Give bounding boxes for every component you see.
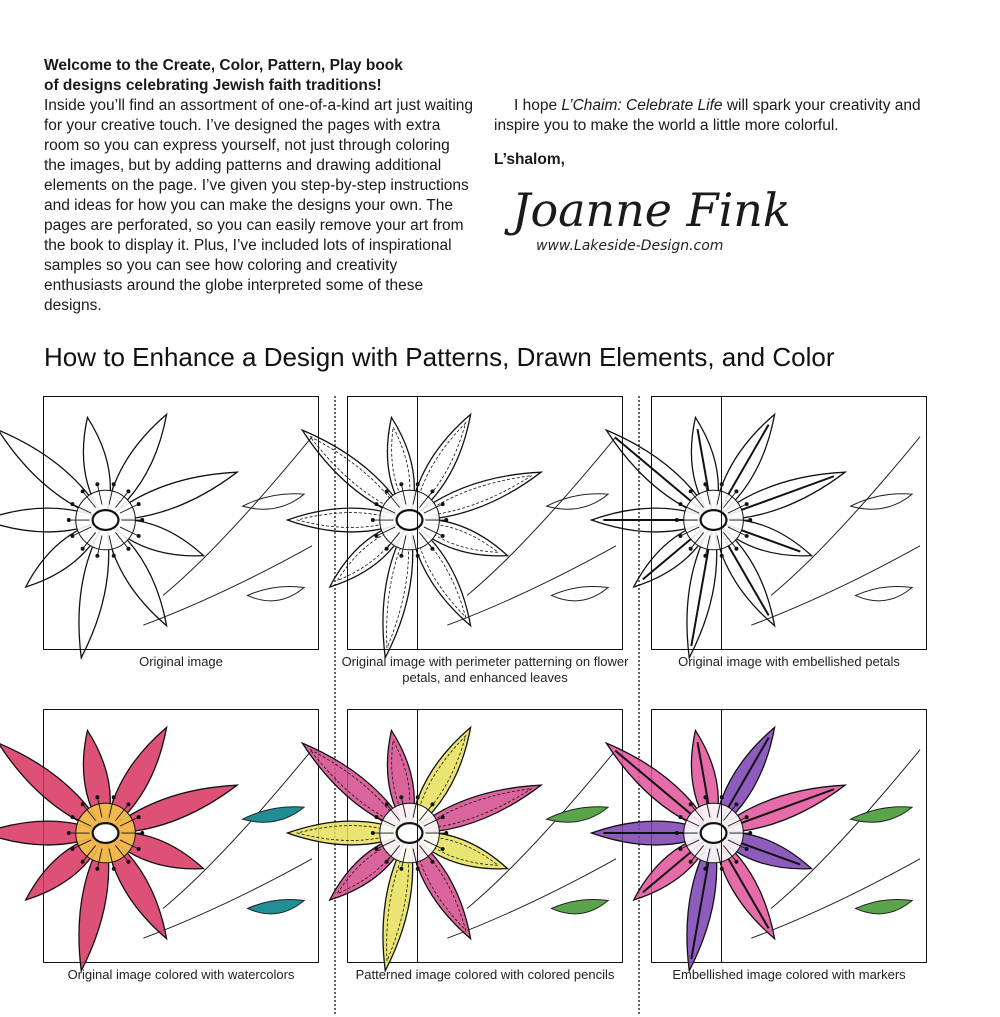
flower-illustration [652,397,926,649]
closing-paragraph [494,96,964,136]
panel-original [43,396,319,650]
caption-watercolor: Original image colored with watercolors [67,967,295,982]
signoff: L’shalom, [494,151,565,168]
panel-embellished [651,396,927,650]
column-divider [638,396,640,1014]
flower-illustration [348,710,622,962]
caption-original: Original image [139,654,223,669]
section-heading: How to Enhance a Design with Patterns, Drawn Elements, and Color [44,342,835,372]
closing-text [494,96,964,170]
closing-before-title: I hope [514,97,562,114]
intro-bold-line-1: Welcome to the Create, Color, Pattern, Play book [44,57,403,74]
intro-text [44,56,474,316]
flower-illustration [348,397,622,649]
panel-watercolor [43,709,319,963]
flower-illustration [44,397,318,649]
intro-body: Inside you’ll find an assortment of one-of-a-kind art just waiting for your creative touch. I’ve designed the pages with extra room so you can express yourself, not just through coloring the images, but by adding patterns and drawing additional elements on the page. I’ve given you step-by-step instructions and ideas for how you can make the designs your own. The pages are perforated, so you can easily remove your art from the book to display it. Plus, I’ve included lots of inspirational samples so you can see how coloring and creativity enthusiasts around the globe interpreted some of these designs. [44,97,474,314]
caption-embellished: Original image with embellished petals [678,654,900,669]
panel-pencil [347,709,623,963]
flower-illustration [44,710,318,962]
caption-patterned: Original image with perimeter patterning on flower petals, and enhanced leaves [341,654,629,685]
book-title: L’Chaim: Celebrate Life [561,97,723,114]
flower-illustration [652,710,926,962]
column-divider [334,396,336,1014]
caption-marker: Embellished image colored with markers [672,967,906,982]
panel-marker [651,709,927,963]
caption-pencil: Patterned image colored with colored pencils [355,967,615,982]
website: www.Lakeside-Design.com [536,238,724,254]
panel-patterned [347,396,623,650]
closing-after-title: will spark your creativity and inspire you to make the world a little more colorful. [494,97,921,134]
signature-text: Joanne Fink [512,183,791,237]
intro-bold-line-2: of designs celebrating Jewish faith traditions! [44,77,382,94]
